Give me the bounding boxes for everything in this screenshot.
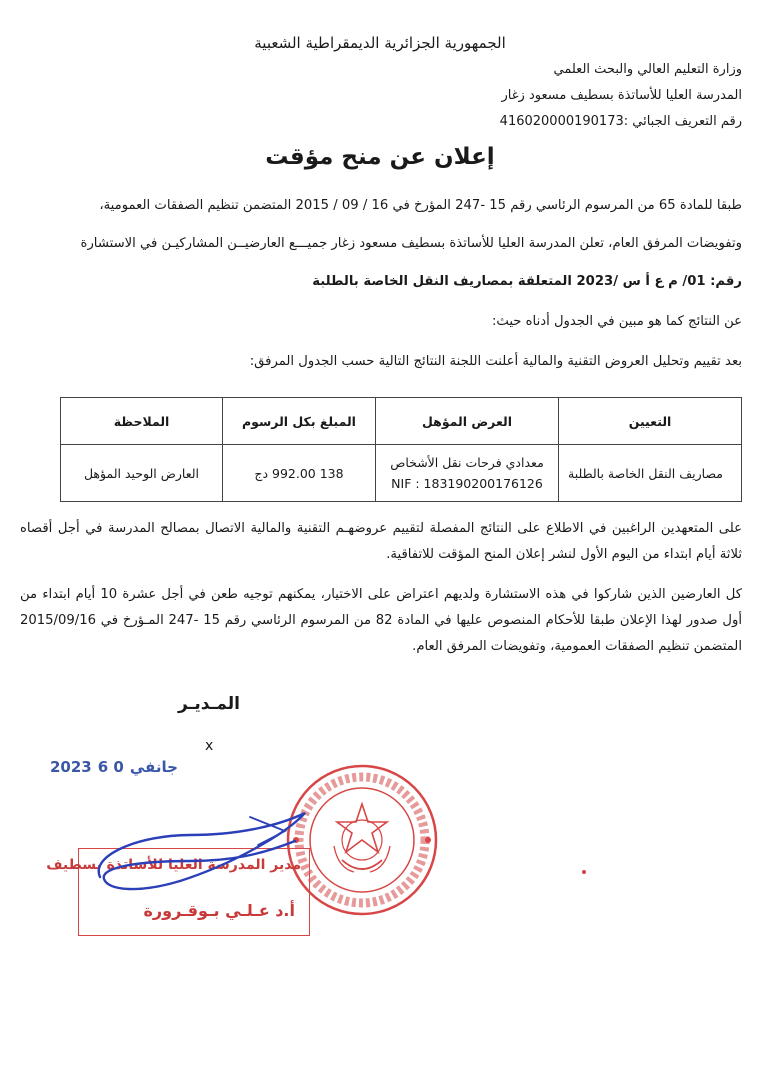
cell-designation: مصاريف النقل الخاصة بالطلبة bbox=[559, 445, 742, 502]
tax-id-line: رقم التعريف الجبائي :416020000190173 bbox=[499, 114, 742, 129]
stamp-title: مدير المدرسة العليا للأساتذة بسطيف bbox=[46, 857, 301, 873]
offer-name: معدادي فرحات نقل الأشخاص bbox=[390, 455, 544, 470]
consultation-ref-text: رقم: 01/ م ع أ س /2023 المتعلقة بمصاريف النقل الخاصة بالطلبة bbox=[312, 274, 742, 289]
date-stamp bbox=[50, 758, 178, 776]
header-designation: التعيين bbox=[559, 398, 742, 445]
paragraph-results-intro: عن النتائج كما هو مبين في الجدول أدناه حيث: bbox=[491, 314, 742, 329]
paragraph-announcement: وتفويضات المرفق العام، تعلن المدرسة العليا للأساتذة بسطيف مسعود زغار جميـــع العارضيــن المشاركيـن في الاستشارة bbox=[80, 236, 742, 251]
red-dot-mark bbox=[582, 870, 586, 874]
table-row bbox=[61, 445, 742, 502]
cell-amount: 138 992.00 دج bbox=[223, 445, 376, 502]
paragraph-consult-results: على المتعهدين الراغبين في الاطلاع على النتائج المفصلة لتقييم عروضهـم التقنية والمالية الاتصال بمصالح المدرسة في أجل أقصاه ثلاثة أيام ابتداء من اليوم الأول لنشر إعلان المنح المؤقت للاتفاقية. bbox=[20, 521, 742, 562]
cell-qualified-offer bbox=[376, 445, 559, 502]
paragraph-consultation-ref bbox=[20, 274, 742, 289]
handwritten-signature bbox=[80, 795, 320, 905]
cell-note: العارض الوحيد المؤهل bbox=[61, 445, 223, 502]
header-amount: المبلغ بكل الرسوم bbox=[223, 398, 376, 445]
republic-header: الجمهورية الجزائرية الديمقراطية الشعبية bbox=[254, 34, 506, 52]
date-month: جانفي bbox=[129, 758, 178, 776]
table-header-row bbox=[61, 398, 742, 445]
director-label: المـديـر bbox=[177, 694, 240, 714]
x-mark: x bbox=[205, 738, 214, 754]
header-qualified-offer: العرض المؤهل bbox=[376, 398, 559, 445]
header-note: الملاحظة bbox=[61, 398, 223, 445]
paragraph-evaluation: بعد تقييم وتحليل العروض التقنية والمالية أعلنت اللجنة النتائج التالية حسب الجدول المرفق: bbox=[249, 354, 742, 369]
ministry-line: وزارة التعليم العالي والبحث العلمي bbox=[553, 62, 742, 77]
date-year: 2023 bbox=[50, 758, 92, 776]
paragraph-appeal: كل العارضين الذين شاركوا في هذه الاستشارة ولديهم اعتراض على الاختيار، يمكنهم توجيه طعن في أجل عشرة 10 أيام ابتداء من أول صدور لهذا الإعلان طبقا للأحكام المنصوص عليها في المادة 82 من المرسوم الرئاسي رقم 15 -247 المـؤرخ في 2015/09/16 المتضمن تنظيم الصفقات العمومية، وتفويضات المرفق العام. bbox=[20, 587, 743, 654]
offer-nif: NIF : 183190200176126 bbox=[391, 476, 543, 491]
results-table bbox=[60, 397, 742, 502]
paragraph-legal-basis: طبقا للمادة 65 من المرسوم الرئاسي رقم 15 -247 المؤرخ في 16 / 09 / 2015 المتضمن تنظيم الصفقات العمومية، bbox=[99, 198, 742, 213]
stamp-name: أ.د عـلـي بـوقـرورة bbox=[143, 901, 295, 920]
school-line: المدرسة العليا للأساتذة بسطيف مسعود زغار bbox=[501, 88, 742, 103]
page-title: إعلان عن منح مؤقت bbox=[265, 144, 495, 170]
date-day: 0 6 bbox=[97, 758, 124, 776]
